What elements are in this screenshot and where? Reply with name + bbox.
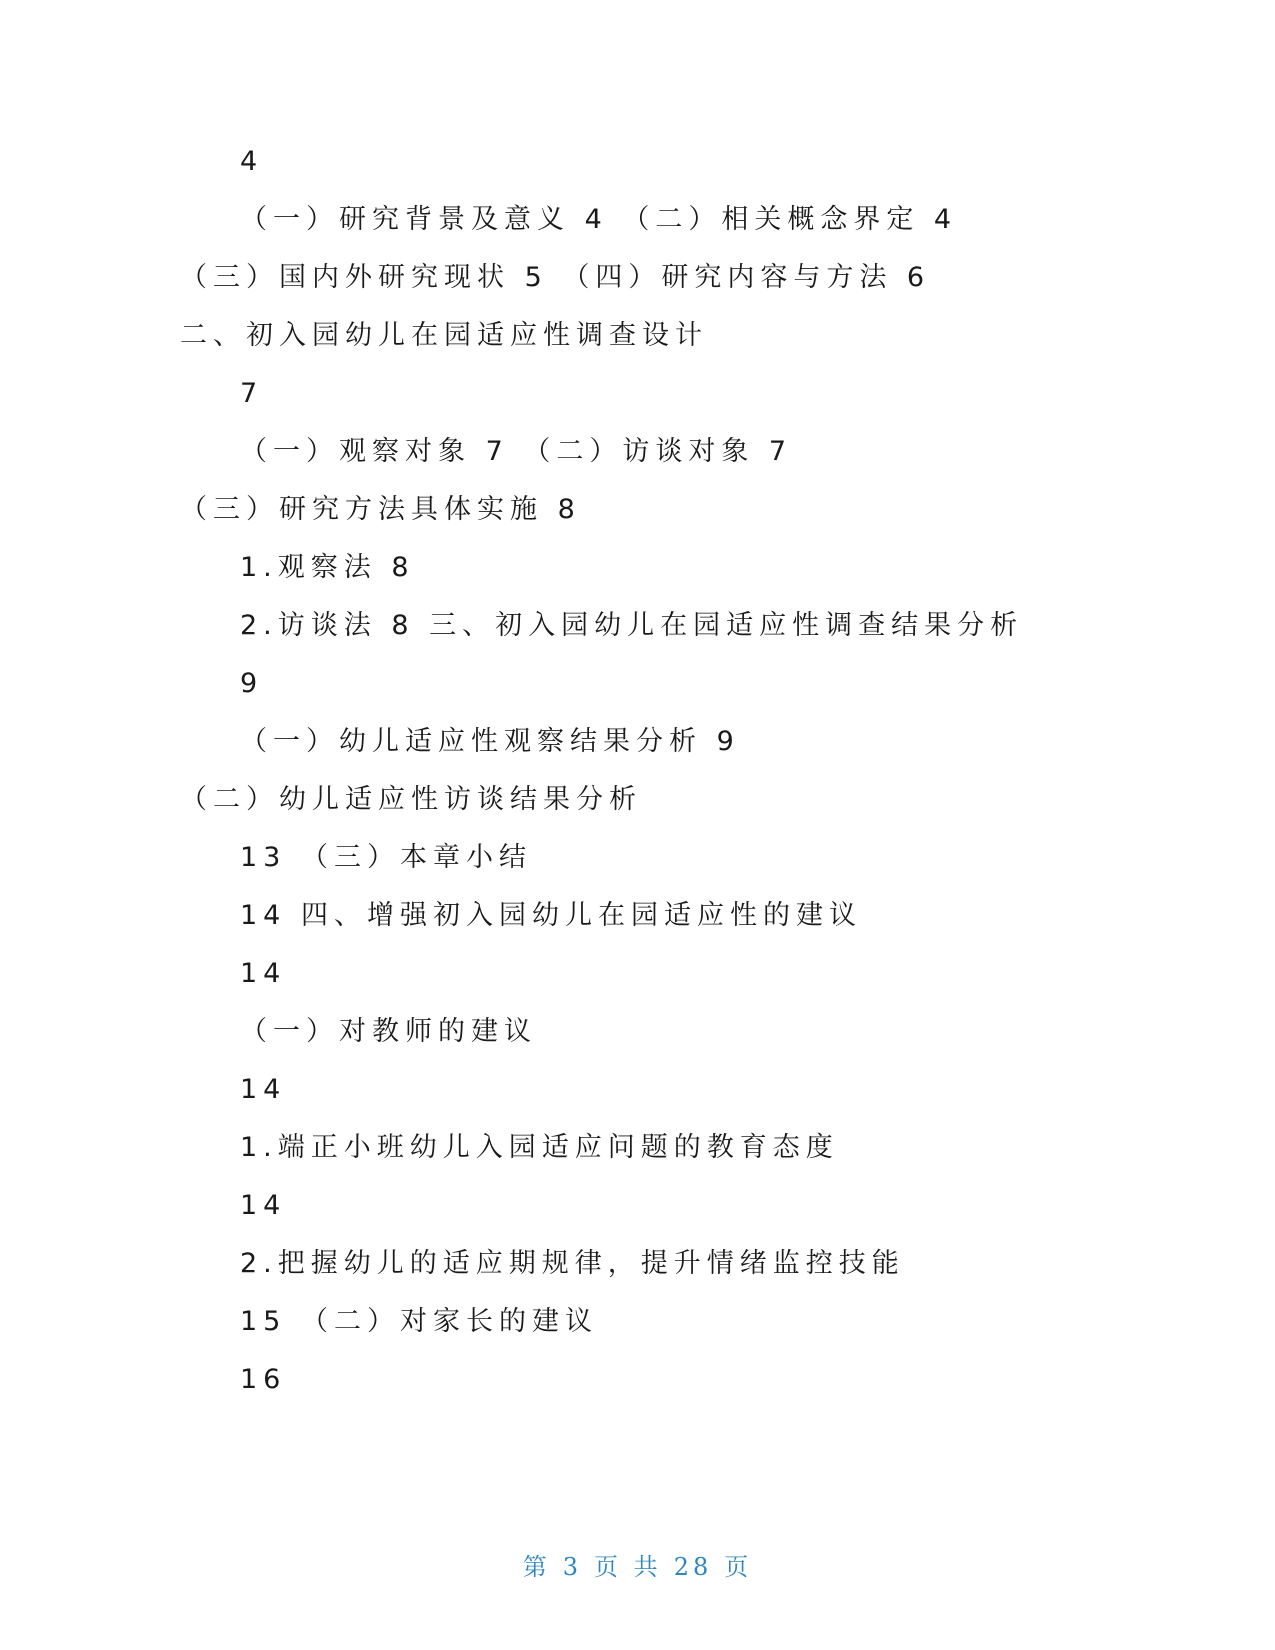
toc-line: 14 (240, 1074, 287, 1105)
toc-line: 7 (240, 378, 264, 409)
total-pages-number: 28 (673, 1553, 713, 1581)
toc-line: （一）幼儿适应性观察结果分析 9 (240, 726, 740, 757)
toc-line: （一）对教师的建议 (240, 1016, 537, 1047)
toc-line: 二、初入园幼儿在园适应性调查设计 (180, 320, 708, 351)
toc-line: 15 （二）对家长的建议 (240, 1306, 598, 1337)
toc-line: 2.访谈法 8 三、初入园幼儿在园适应性调查结果分析 (240, 610, 1024, 641)
toc-line: 14 (240, 1190, 287, 1221)
toc-line: 14 (240, 958, 287, 989)
toc-line: 2.把握幼儿的适应期规律，提升情绪监控技能 (240, 1248, 905, 1279)
toc-line: （三）国内外研究现状 5 （四）研究内容与方法 6 (180, 262, 931, 293)
footer-suffix: 页 (724, 1553, 753, 1581)
toc-line: 14 四、增强初入园幼儿在园适应性的建议 (240, 900, 862, 931)
toc-line: 16 (240, 1364, 287, 1395)
current-page-number: 3 (562, 1553, 583, 1581)
toc-line: 9 (240, 668, 264, 699)
toc-line: （一）观察对象 7 （二）访谈对象 7 (240, 436, 793, 467)
toc-line: 1.端正小班幼儿入园适应问题的教育态度 (240, 1132, 839, 1163)
toc-line: 13 （三）本章小结 (240, 842, 532, 873)
toc-line: （一）研究背景及意义 4 （二）相关概念界定 4 (240, 204, 958, 235)
toc-line: 1.观察法 8 (240, 552, 415, 583)
page-footer (0, 1547, 1275, 1582)
footer-mid: 页 共 (594, 1553, 662, 1581)
footer-prefix: 第 (522, 1553, 551, 1581)
toc-line: 4 (240, 146, 264, 177)
toc-line: （二）幼儿适应性访谈结果分析 (180, 784, 642, 815)
toc-line: （三）研究方法具体实施 8 (180, 494, 581, 525)
